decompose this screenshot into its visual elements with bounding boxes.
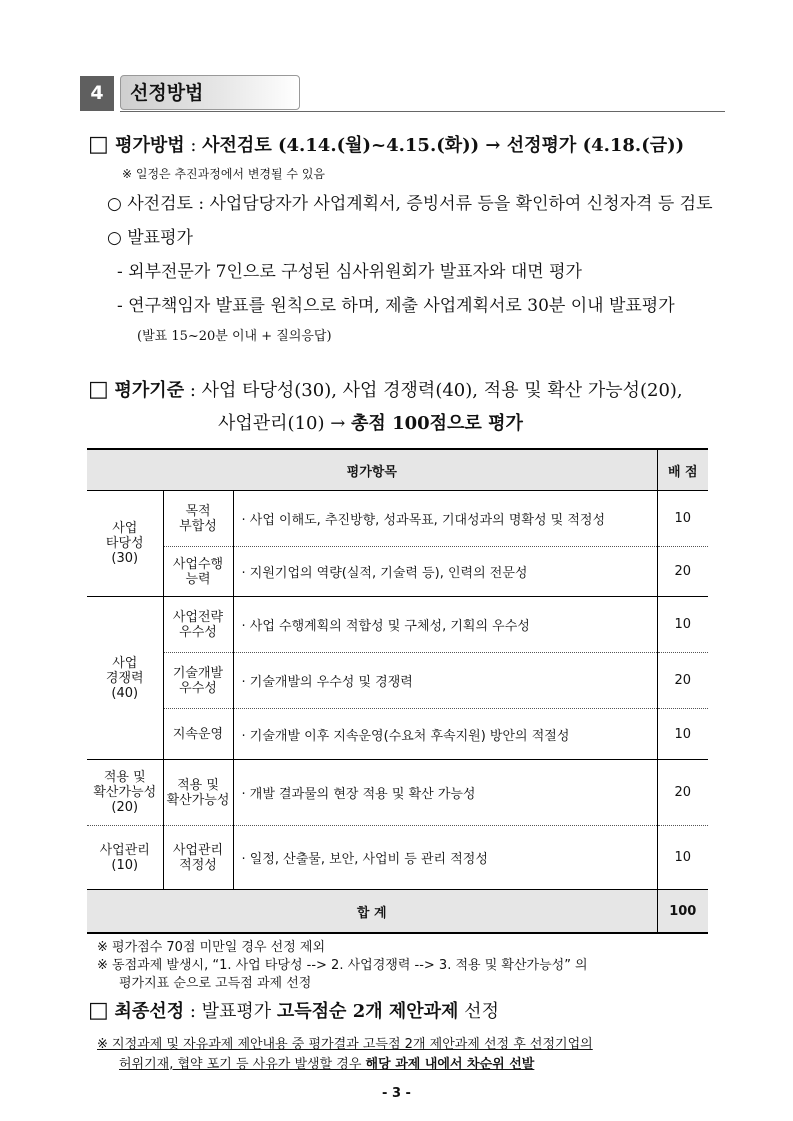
- desc-cell: · 개발 결과물의 현장 적용 및 확산 가능성: [233, 760, 657, 826]
- final-note-1: ※ 지정과제 및 자유과제 제안내용 중 평가결과 고득점 2개 제안과제 선정 후 선정기업의: [97, 1037, 593, 1052]
- sub-item-cell: 사업전략 우수성: [163, 597, 233, 653]
- score-cell: 10: [657, 597, 708, 653]
- eval-method-line: [88, 131, 684, 157]
- sub-item-cell: 적용 및 확산가능성: [163, 760, 233, 826]
- category-cell: 사업관리 (10): [87, 826, 163, 890]
- sub-item-cell: 목적 부합성: [163, 491, 233, 547]
- final-note-2: [119, 1053, 534, 1072]
- category-cell: 사업 타당성 (30): [87, 491, 163, 597]
- score-cell: 20: [657, 653, 708, 709]
- sub-item-cell: 지속운영: [163, 709, 233, 760]
- schedule-note: ※ 일정은 추진과정에서 변경될 수 있음: [122, 167, 326, 181]
- table-row: [87, 760, 708, 826]
- desc-cell: · 기술개발의 우수성 및 경쟁력: [233, 653, 657, 709]
- eval-criteria-line2: [218, 409, 523, 435]
- section-header: [80, 75, 725, 112]
- desc-cell: · 일정, 산출물, 보안, 사업비 등 관리 적정성: [233, 826, 657, 890]
- sub-item-cell: 사업수행 능력: [163, 547, 233, 597]
- eval-criteria-line: [88, 376, 683, 402]
- note-tie-break-cont: 평가지표 순으로 고득점 과제 선정: [119, 976, 312, 991]
- header-item: 평가항목: [87, 449, 657, 491]
- final-selection-label: 최종선정: [114, 1001, 185, 1022]
- score-cell: 10: [657, 709, 708, 760]
- total-score: 100: [657, 890, 708, 934]
- final-bold: 고득점순 2개 제안과제: [276, 1001, 459, 1022]
- final-selection-line: [88, 997, 499, 1023]
- table-total-row: [87, 890, 708, 934]
- presentation-sub-note: (발표 15~20분 이내 + 질의응답): [137, 329, 332, 344]
- table-row: [87, 826, 708, 890]
- eval-method-content: 사전검토 (4.14.(월)~4.15.(화)) → 선정평가 (4.18.(금)): [202, 135, 685, 156]
- category-cell: 사업 경쟁력 (40): [87, 597, 163, 760]
- category-cell: 적용 및 확산가능성 (20): [87, 760, 163, 826]
- separator: :: [184, 380, 202, 401]
- presentation-item: ○ 발표평가: [107, 228, 193, 248]
- desc-cell: · 기술개발 이후 지속운영(수요처 후속지원) 방안의 적절성: [233, 709, 657, 760]
- note-tie-break: ※ 동점과제 발생시, “1. 사업 타당성 --> 2. 사업경쟁력 --> 3. 적용 및 확산가능성” 의: [97, 958, 588, 973]
- checkbox-icon: □: [88, 132, 109, 157]
- score-cell: 20: [657, 547, 708, 597]
- section-number: 4: [80, 76, 114, 111]
- eval-method-label: 평가방법: [115, 135, 185, 156]
- checkbox-icon: □: [88, 998, 109, 1023]
- header-score: 배 점: [657, 449, 708, 491]
- section-title: 선정방법: [120, 75, 300, 110]
- table-row: [87, 597, 708, 653]
- separator: :: [184, 135, 203, 156]
- table-row: [87, 491, 708, 547]
- score-cell: 10: [657, 491, 708, 547]
- page-number: - 3 -: [382, 1086, 411, 1101]
- note-min-score: ※ 평가점수 70점 미만일 경우 선정 제외: [97, 940, 326, 955]
- table-row: [87, 547, 708, 597]
- total-label: 합 계: [87, 890, 657, 934]
- table-header-row: [87, 449, 708, 491]
- eval-criteria-line1: 사업 타당성(30), 사업 경쟁력(40), 적용 및 확산 가능성(20),: [201, 380, 683, 401]
- presentation-sub-2: - 연구책임자 발표를 원칙으로 하며, 제출 사업계획서로 30분 이내 발표평가: [117, 296, 675, 316]
- table-row: [87, 709, 708, 760]
- desc-cell: · 사업 수행계획의 적합성 및 구체성, 기획의 우수성: [233, 597, 657, 653]
- sub-item-cell: 기술개발 우수성: [163, 653, 233, 709]
- table-row: [87, 653, 708, 709]
- final-plain1: 발표평가: [201, 1001, 277, 1022]
- presentation-sub-1: - 외부전문가 7인으로 구성된 심사위원회가 발표자와 대면 평가: [117, 262, 582, 282]
- final-plain2: 선정: [458, 1001, 499, 1022]
- section-underline: [120, 111, 725, 112]
- desc-cell: · 사업 이해도, 추진방향, 성과목표, 기대성과의 명확성 및 적정성: [233, 491, 657, 547]
- separator: :: [184, 1001, 202, 1022]
- pre-review-item: ○ 사전검토 : 사업담당자가 사업계획서, 증빙서류 등을 확인하여 신청자격 등 검토: [107, 194, 713, 214]
- score-cell: 20: [657, 760, 708, 826]
- desc-cell: · 지원기업의 역량(실적, 기술력 등), 인력의 전문성: [233, 547, 657, 597]
- score-cell: 10: [657, 826, 708, 890]
- checkbox-icon: □: [88, 377, 109, 402]
- criteria-management: 사업관리(10) →: [218, 413, 352, 434]
- sub-item-cell: 사업관리 적정성: [163, 826, 233, 890]
- criteria-total: 총점 100점으로 평가: [351, 413, 523, 434]
- final-note-2-plain: 허위기재, 협약 포기 등 사유가 발생할 경우: [119, 1057, 366, 1072]
- eval-criteria-label: 평가기준: [114, 380, 185, 401]
- evaluation-table: [87, 448, 708, 934]
- final-note-2-bold: 해당 과제 내에서 차순위 선발: [365, 1057, 535, 1072]
